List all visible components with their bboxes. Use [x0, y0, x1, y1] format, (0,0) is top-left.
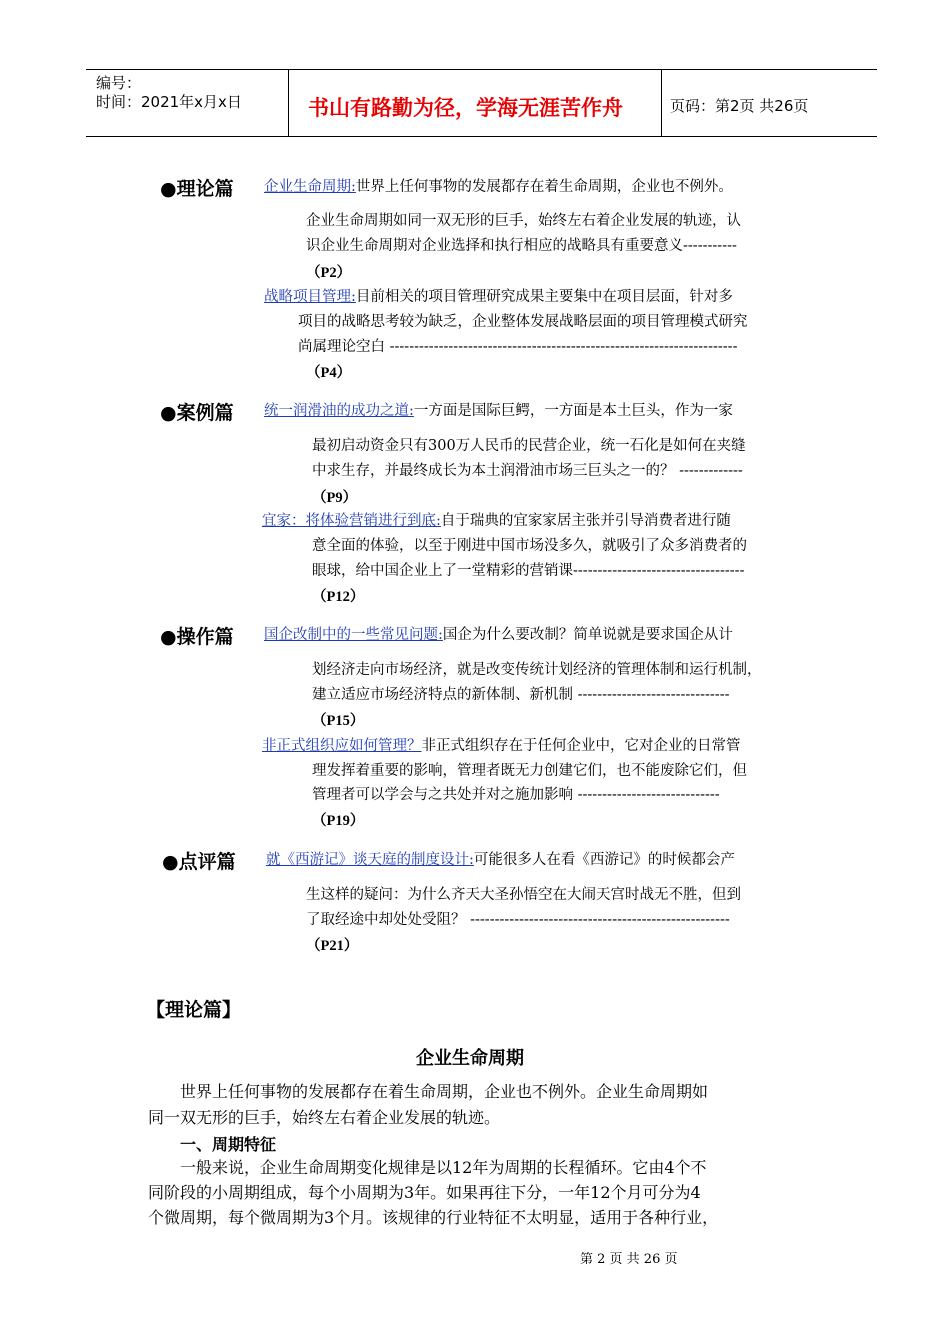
toc-entry-line: 管理者可以学会与之共处并对之施加影响 -----------------------------	[312, 787, 720, 803]
toc-entry-line: 最初启动资金只有300万人民币的民营企业，统一石化是如何在夹缝	[312, 438, 746, 454]
body-line: 同阶段的小周期组成，每个小周期为3年。如果再往下分，一年12个月可分为4	[148, 1183, 701, 1202]
header-page-label: 页码：第2页 共26页	[670, 97, 809, 115]
toc-page-ref: （P19）	[312, 813, 365, 829]
toc-entry-line: 统一润滑油的成功之道:一方面是国际巨鳄，一方面是本土巨头，作为一家	[264, 403, 733, 419]
article-title: 企业生命周期	[416, 1048, 524, 1069]
toc-link-soe-reform[interactable]: 国企改制中的一些常见问题:	[264, 627, 443, 643]
toc-entry-line: 建立适应市场经济特点的新体制、新机制 -------------------------------	[312, 687, 730, 703]
toc-entry-line: 眼球，给中国企业上了一堂精彩的营销课-----------------------------------	[312, 563, 745, 579]
toc-entry-line: 就《西游记》谈天庭的制度设计:可能很多人在看《西游记》的时候都会产	[266, 852, 735, 868]
toc-entry-line: 意全面的体验，以至于刚进中国市场没多久，就吸引了众多消费者的	[312, 538, 747, 554]
header-divider-1	[288, 69, 289, 136]
toc-entry-line: 划经济走向市场经济，就是改变传统计划经济的管理体制和运行机制，	[312, 662, 762, 678]
toc-section-operations: ●操作篇	[160, 626, 234, 648]
toc-page-ref: （P12）	[312, 589, 365, 605]
body-line: 一般来说，企业生命周期变化规律是以12年为周期的长程循环。它由4个不	[180, 1158, 707, 1177]
toc-section-commentary: ●点评篇	[162, 851, 236, 873]
header-number-label: 编号：	[96, 74, 142, 92]
page-footer: 第 2 页 共 26 页	[580, 1252, 678, 1267]
toc-link-informal-org[interactable]: 非正式组织应如何管理？	[262, 738, 422, 754]
toc-section-theory: ●理论篇	[160, 178, 234, 200]
toc-entry-line: 非正式组织应如何管理？非正式组织存在于任何企业中，它对企业的日常管	[262, 738, 741, 754]
toc-entry-line: 项目的战略思考较为缺乏，企业整体发展战略层面的项目管理模式研究	[298, 314, 748, 330]
toc-link-strategy-project[interactable]: 战略项目管理:	[264, 289, 356, 305]
section-title: 【理论篇】	[146, 999, 242, 1021]
toc-page-ref: （P4）	[306, 365, 352, 381]
toc-link-lifecycle[interactable]: 企业生命周期:	[264, 179, 356, 195]
toc-section-cases: ●案例篇	[160, 402, 234, 424]
toc-entry-line: 尚属理论空白 -----------------------------------------------------------------------	[298, 339, 738, 355]
toc-page-ref: （P15）	[312, 713, 365, 729]
header-top-rule	[86, 69, 877, 70]
header-bottom-rule	[86, 136, 877, 137]
header-time-label: 时间：2021年x月x日	[96, 93, 242, 111]
toc-page-ref: （P21）	[306, 938, 359, 954]
toc-entry-line: 了取经途中却处处受阻？ -----------------------------------------------------	[306, 912, 730, 928]
toc-entry-line: 宜家：将体验营销进行到底:自于瑞典的宜家家居主张并引导消费者进行随	[262, 513, 731, 529]
toc-entry-line: 国企改制中的一些常见问题:国企为什么要改制？简单说就是要求国企从计	[264, 627, 733, 643]
toc-entry-line: 生这样的疑问：为什么齐天大圣孙悟空在大闹天宫时战无不胜，但到	[306, 887, 741, 903]
toc-link-tongyi[interactable]: 统一润滑油的成功之道:	[264, 403, 414, 419]
header-motto: 书山有路勤为径，学海无涯苦作舟	[308, 96, 623, 120]
intro-line: 世界上任何事物的发展都存在着生命周期，企业也不例外。企业生命周期如	[180, 1082, 709, 1101]
toc-link-ikea[interactable]: 宜家：将体验营销进行到底:	[262, 513, 441, 529]
toc-entry-line: 企业生命周期如同一双无形的巨手，始终左右着企业发展的轨迹，认	[306, 213, 741, 229]
toc-entry-line: 识企业生命周期对企业选择和执行相应的战略具有重要意义-----------	[306, 238, 737, 254]
toc-entry-line: 中求生存，并最终成长为本土润滑油市场三巨头之一的？ -------------	[312, 463, 743, 479]
toc-page-ref: （P9）	[312, 490, 358, 506]
intro-line: 同一双无形的巨手，始终左右着企业发展的轨迹。	[148, 1108, 501, 1127]
toc-entry-line: 战略项目管理:目前相关的项目管理研究成果主要集中在项目层面，针对多	[264, 289, 733, 305]
subheading: 一、周期特征	[180, 1135, 277, 1154]
toc-page-ref: （P2）	[306, 265, 352, 281]
toc-link-journey-west[interactable]: 就《西游记》谈天庭的制度设计:	[266, 852, 474, 868]
toc-entry-line: 理发挥着重要的影响，管理者既无力创建它们，也不能废除它们，但	[312, 763, 747, 779]
header-divider-2	[661, 69, 662, 136]
toc-entry-line: 企业生命周期:世界上任何事物的发展都存在着生命周期，企业也不例外。	[264, 179, 733, 195]
body-line: 个微周期，每个微周期为3个月。该规律的行业特征不太明显，适用于各种行业，	[148, 1208, 719, 1227]
